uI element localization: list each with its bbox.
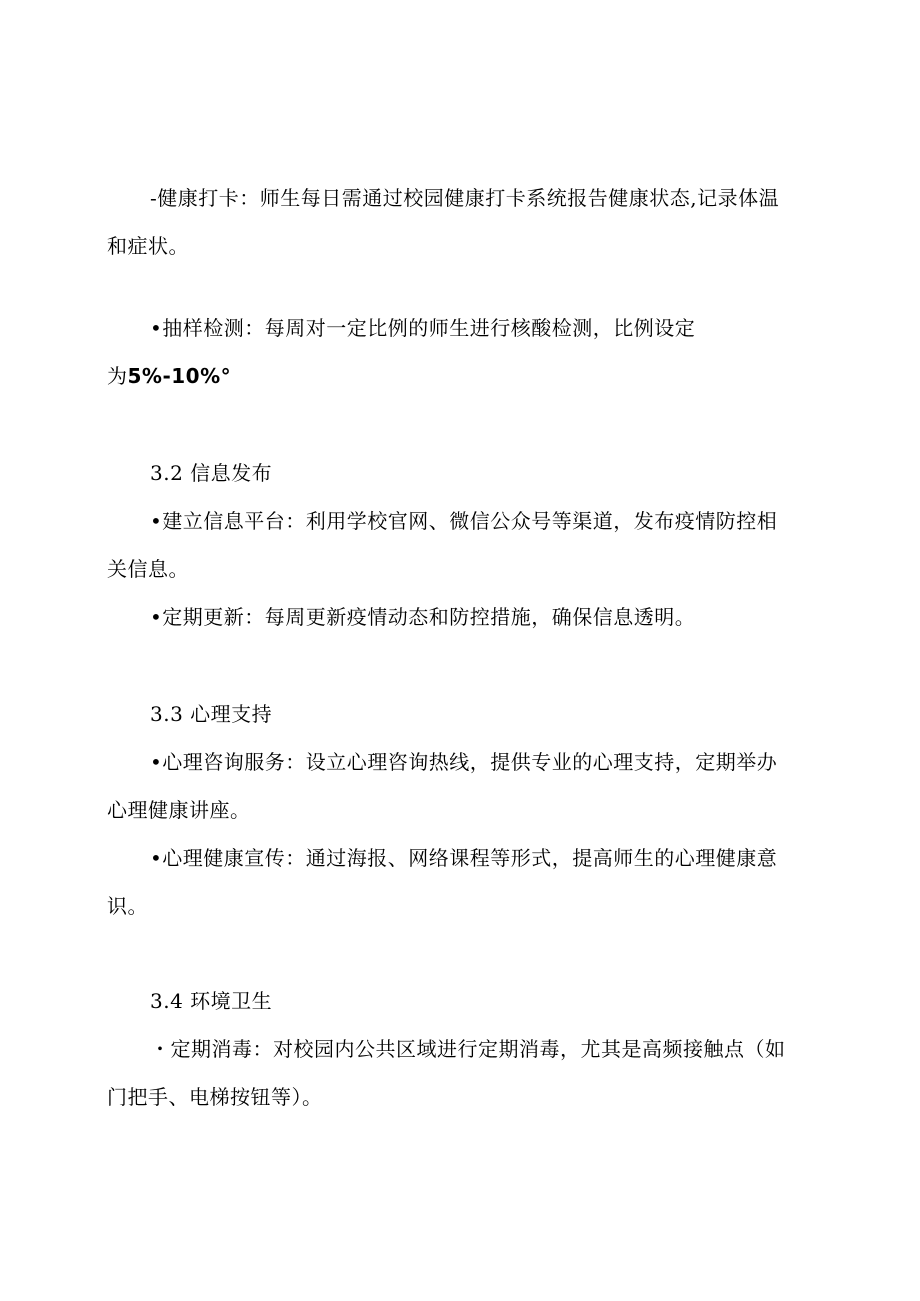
info-platform-line-1: •建立信息平台：利用学校官网、微信公众号等渠道，发布疫情防控相 (150, 509, 778, 533)
section-heading-3-3: 3.3 心理支持 (150, 702, 273, 726)
disinfection-line-2: 门把手、电梯按钮等）。 (107, 1085, 323, 1109)
sampling-ratio-value: 5%-10%° (127, 364, 232, 388)
mental-health-promo-line-1: •心理健康宣传：通过海报、网络课程等形式，提高师生的心理健康意 (150, 846, 778, 870)
health-checkin-line-2: 和症状。 (107, 234, 189, 258)
section-heading-3-4: 3.4 环境卫生 (150, 989, 273, 1013)
info-platform-line-2: 关信息。 (107, 557, 189, 581)
counseling-line-1: •心理咨询服务：设立心理咨询热线，提供专业的心理支持，定期举办 (150, 750, 778, 774)
sampling-line-1: •抽样检测：每周对一定比例的师生进行核酸检测，比例设定 (150, 316, 696, 340)
regular-update-line-1: •定期更新：每周更新疫情动态和防控措施，确保信息透明。 (150, 605, 696, 629)
sampling-line-2 (107, 363, 231, 389)
section-heading-3-2: 3.2 信息发布 (150, 461, 273, 485)
disinfection-line-1: ・定期消毒：对校园内公共区域进行定期消毒，尤其是高频接触点（如 (150, 1037, 786, 1061)
mental-health-promo-line-2: 识。 (107, 894, 148, 918)
counseling-line-2: 心理健康讲座。 (107, 798, 251, 822)
health-checkin-line-1: -健康打卡：师生每日需通过校园健康打卡系统报告健康状态,记录体温 (150, 186, 780, 210)
sampling-line-2-prefix: 为 (107, 364, 128, 388)
